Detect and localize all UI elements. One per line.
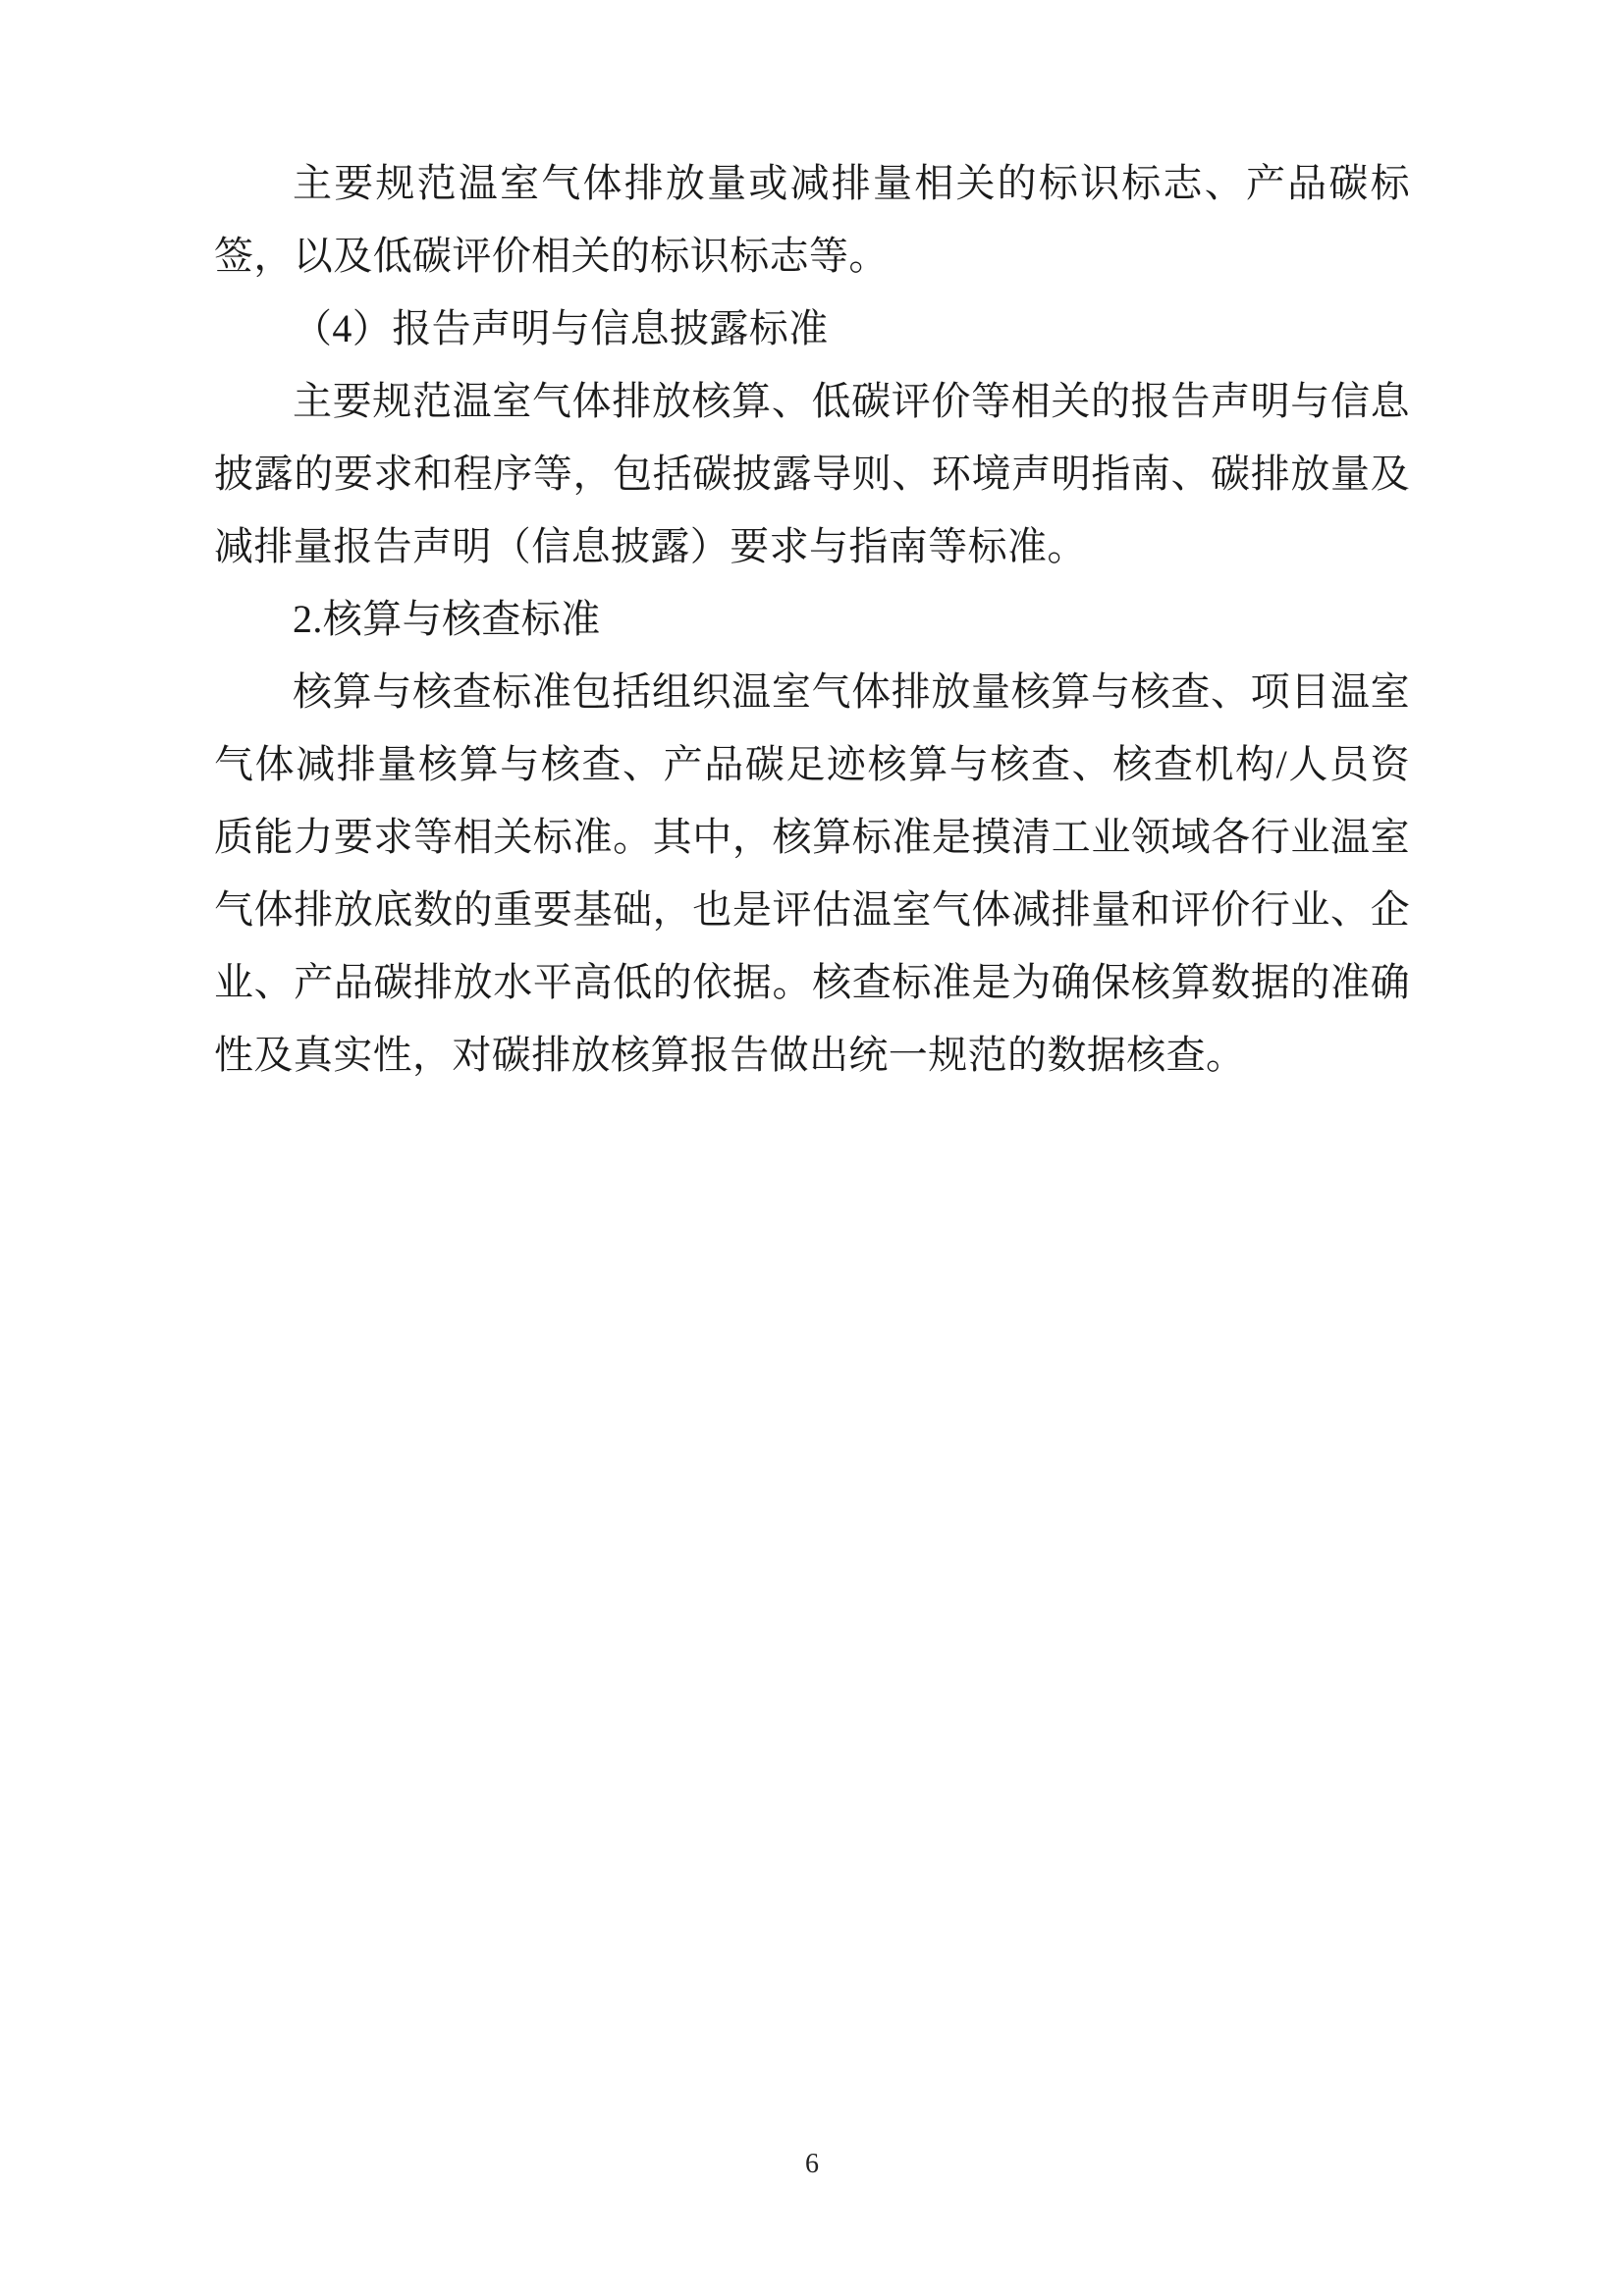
paragraph-accounting-verification-description: 核算与核查标准包括组织温室气体排放量核算与核查、项目温室气体减排量核算与核查、产品碳足迹核算与核查、核查机构/人员资质能力要求等相关标准。其中，核算标准是摸清工业领域各行业温室气体排放底数的重要基础，也是评估温室气体减排量和评价行业、企业、产品碳排放水平高低的依据。核查标准是为确保核算数据的准确性及真实性，对碳排放核算报告做出统一规范的数据核查。 <box>214 669 1410 1077</box>
heading-report-disclosure-standards: （4）报告声明与信息披露标准 <box>293 306 829 350</box>
heading-accounting-verification-standards: 2.核算与核查标准 <box>293 597 601 641</box>
paragraph-identification-labels: 主要规范温室气体排放量或减排量相关的标识标志、产品碳标签，以及低碳评价相关的标识标志等。 <box>214 161 1410 278</box>
paragraph-report-disclosure-description: 主要规范温室气体排放核算、低碳评价等相关的报告声明与信息披露的要求和程序等，包括碳披露导则、环境声明指南、碳排放量及减排量报告声明（信息披露）要求与指南等标准。 <box>214 379 1410 568</box>
page-number: 6 <box>805 2149 819 2179</box>
page-body <box>214 147 1410 1092</box>
